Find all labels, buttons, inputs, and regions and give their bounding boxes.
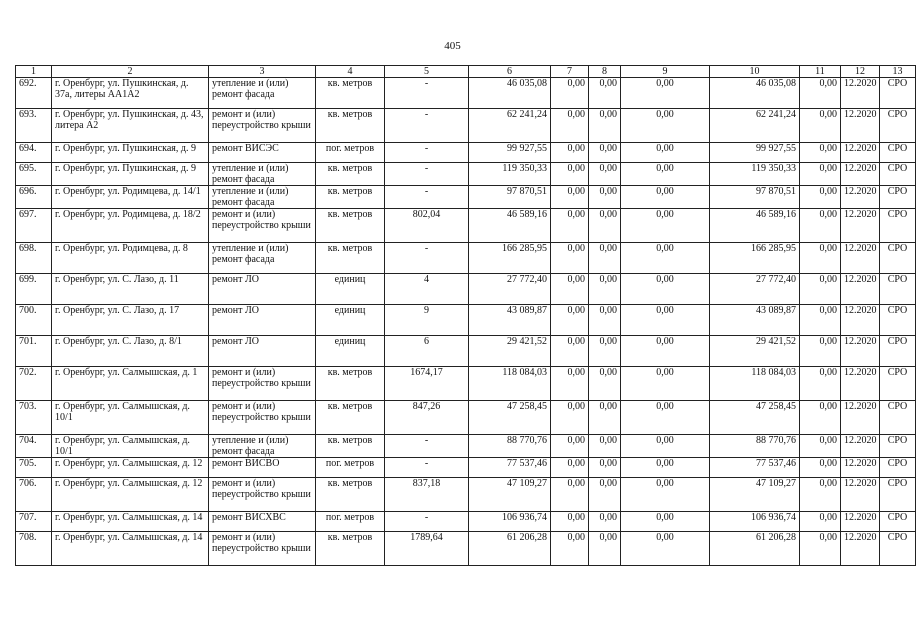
method-cell: СРО [880,143,916,163]
deadline-cell: 12.2020 [841,143,880,163]
fund-4-cell: 166 285,95 [710,243,800,274]
address-cell: г. Оренбург, ул. С. Лазо, д. 11 [52,274,209,305]
fund-5-cell: 0,00 [800,435,841,458]
fund-4-cell: 88 770,76 [710,435,800,458]
column-number-3: 3 [209,66,316,78]
unit-cell: кв. метров [316,367,385,401]
fund-3-cell: 0,00 [621,186,710,209]
method-cell: СРО [880,367,916,401]
fund-2-cell: 0,00 [589,435,621,458]
table-row [16,109,916,143]
fund-2-cell: 0,00 [589,109,621,143]
total-cost-cell: 119 350,33 [469,163,551,186]
deadline-cell: 12.2020 [841,532,880,566]
column-number-13: 13 [880,66,916,78]
total-cost-cell: 46 035,08 [469,78,551,109]
total-cost-cell: 47 109,27 [469,478,551,512]
fund-5-cell: 0,00 [800,458,841,478]
unit-cell: кв. метров [316,401,385,435]
work-type-cell: ремонт и (или) переустройство крыши [209,478,316,512]
fund-1-cell: 0,00 [551,367,589,401]
method-cell: СРО [880,78,916,109]
fund-3-cell: 0,00 [621,458,710,478]
table-row [16,367,916,401]
method-cell: СРО [880,435,916,458]
total-cost-cell: 99 927,55 [469,143,551,163]
deadline-cell: 12.2020 [841,186,880,209]
address-cell: г. Оренбург, ул. Родимцева, д. 14/1 [52,186,209,209]
fund-4-cell: 46 589,16 [710,209,800,243]
deadline-cell: 12.2020 [841,209,880,243]
method-cell: СРО [880,243,916,274]
volume-cell: 1674,17 [385,367,469,401]
fund-3-cell: 0,00 [621,305,710,336]
unit-cell: кв. метров [316,163,385,186]
method-cell: СРО [880,109,916,143]
fund-1-cell: 0,00 [551,109,589,143]
fund-2-cell: 0,00 [589,305,621,336]
total-cost-cell: 88 770,76 [469,435,551,458]
total-cost-cell: 77 537,46 [469,458,551,478]
fund-5-cell: 0,00 [800,274,841,305]
column-number-12: 12 [841,66,880,78]
unit-cell: кв. метров [316,435,385,458]
fund-4-cell: 118 084,03 [710,367,800,401]
unit-cell: кв. метров [316,478,385,512]
total-cost-cell: 43 089,87 [469,305,551,336]
work-type-cell: ремонт ВИСЭС [209,143,316,163]
table-row [16,478,916,512]
address-cell: г. Оренбург, ул. Салмышская, д. 14 [52,512,209,532]
address-cell: г. Оренбург, ул. Салмышская, д. 10/1 [52,401,209,435]
fund-1-cell: 0,00 [551,163,589,186]
deadline-cell: 12.2020 [841,478,880,512]
unit-cell: единиц [316,336,385,367]
address-cell: г. Оренбург, ул. Салмышская, д. 10/1 [52,435,209,458]
fund-2-cell: 0,00 [589,478,621,512]
volume-cell: - [385,109,469,143]
fund-4-cell: 119 350,33 [710,163,800,186]
fund-3-cell: 0,00 [621,109,710,143]
volume-cell: 6 [385,336,469,367]
unit-cell: единиц [316,305,385,336]
address-cell: г. Оренбург, ул. С. Лазо, д. 17 [52,305,209,336]
fund-5-cell: 0,00 [800,243,841,274]
fund-2-cell: 0,00 [589,367,621,401]
fund-4-cell: 43 089,87 [710,305,800,336]
table-row [16,435,916,458]
fund-5-cell: 0,00 [800,186,841,209]
unit-cell: единиц [316,274,385,305]
table-row [16,336,916,367]
deadline-cell: 12.2020 [841,336,880,367]
volume-cell: - [385,78,469,109]
volume-cell: - [385,243,469,274]
fund-1-cell: 0,00 [551,336,589,367]
fund-2-cell: 0,00 [589,458,621,478]
work-type-cell: ремонт и (или) переустройство крыши [209,367,316,401]
volume-cell: 9 [385,305,469,336]
volume-cell: 837,18 [385,478,469,512]
total-cost-cell: 106 936,74 [469,512,551,532]
unit-cell: кв. метров [316,109,385,143]
table-row [16,186,916,209]
fund-1-cell: 0,00 [551,78,589,109]
unit-cell: пог. метров [316,458,385,478]
unit-cell: кв. метров [316,532,385,566]
fund-1-cell: 0,00 [551,274,589,305]
fund-1-cell: 0,00 [551,458,589,478]
fund-3-cell: 0,00 [621,243,710,274]
method-cell: СРО [880,274,916,305]
fund-3-cell: 0,00 [621,478,710,512]
total-cost-cell: 118 084,03 [469,367,551,401]
column-number-11: 11 [800,66,841,78]
volume-cell: - [385,458,469,478]
row-number-cell: 695. [16,163,52,186]
deadline-cell: 12.2020 [841,435,880,458]
fund-3-cell: 0,00 [621,143,710,163]
table-row [16,243,916,274]
total-cost-cell: 61 206,28 [469,532,551,566]
column-number-8: 8 [589,66,621,78]
work-type-cell: утепление и (или) ремонт фасада [209,78,316,109]
fund-1-cell: 0,00 [551,512,589,532]
fund-2-cell: 0,00 [589,532,621,566]
work-type-cell: ремонт ЛО [209,336,316,367]
fund-3-cell: 0,00 [621,163,710,186]
row-number-cell: 696. [16,186,52,209]
work-type-cell: ремонт ВИСХВС [209,512,316,532]
row-number-cell: 705. [16,458,52,478]
fund-4-cell: 27 772,40 [710,274,800,305]
fund-1-cell: 0,00 [551,532,589,566]
deadline-cell: 12.2020 [841,305,880,336]
fund-3-cell: 0,00 [621,512,710,532]
fund-2-cell: 0,00 [589,78,621,109]
fund-5-cell: 0,00 [800,512,841,532]
volume-cell: 802,04 [385,209,469,243]
table-row [16,458,916,478]
volume-cell: - [385,143,469,163]
fund-5-cell: 0,00 [800,305,841,336]
method-cell: СРО [880,458,916,478]
row-number-cell: 694. [16,143,52,163]
fund-1-cell: 0,00 [551,209,589,243]
volume-cell: - [385,186,469,209]
address-cell: г. Оренбург, ул. Родимцева, д. 18/2 [52,209,209,243]
fund-2-cell: 0,00 [589,243,621,274]
table-row [16,532,916,566]
fund-5-cell: 0,00 [800,163,841,186]
fund-5-cell: 0,00 [800,478,841,512]
work-type-cell: ремонт ВИСВО [209,458,316,478]
work-type-cell: ремонт ЛО [209,274,316,305]
unit-cell: пог. метров [316,143,385,163]
unit-cell: кв. метров [316,186,385,209]
method-cell: СРО [880,336,916,367]
fund-3-cell: 0,00 [621,336,710,367]
address-cell: г. Оренбург, ул. С. Лазо, д. 8/1 [52,336,209,367]
fund-2-cell: 0,00 [589,336,621,367]
volume-cell: 4 [385,274,469,305]
method-cell: СРО [880,305,916,336]
fund-2-cell: 0,00 [589,512,621,532]
row-number-cell: 703. [16,401,52,435]
work-type-cell: ремонт и (или) переустройство крыши [209,209,316,243]
volume-cell: - [385,163,469,186]
total-cost-cell: 27 772,40 [469,274,551,305]
column-number-1: 1 [16,66,52,78]
work-type-cell: ремонт ЛО [209,305,316,336]
fund-4-cell: 106 936,74 [710,512,800,532]
column-number-row [16,66,916,78]
row-number-cell: 693. [16,109,52,143]
method-cell: СРО [880,478,916,512]
column-number-5: 5 [385,66,469,78]
fund-5-cell: 0,00 [800,143,841,163]
table-row [16,209,916,243]
work-type-cell: утепление и (или) ремонт фасада [209,243,316,274]
fund-1-cell: 0,00 [551,186,589,209]
table-row [16,163,916,186]
address-cell: г. Оренбург, ул. Пушкинская, д. 43, литера А2 [52,109,209,143]
fund-2-cell: 0,00 [589,274,621,305]
table-row [16,512,916,532]
total-cost-cell: 47 258,45 [469,401,551,435]
fund-4-cell: 99 927,55 [710,143,800,163]
work-type-cell: ремонт и (или) переустройство крыши [209,401,316,435]
row-number-cell: 708. [16,532,52,566]
table-row [16,143,916,163]
fund-4-cell: 46 035,08 [710,78,800,109]
total-cost-cell: 46 589,16 [469,209,551,243]
method-cell: СРО [880,512,916,532]
page-number: 405 [444,40,461,52]
fund-5-cell: 0,00 [800,209,841,243]
unit-cell: кв. метров [316,243,385,274]
fund-4-cell: 47 258,45 [710,401,800,435]
unit-cell: кв. метров [316,78,385,109]
column-number-6: 6 [469,66,551,78]
deadline-cell: 12.2020 [841,274,880,305]
volume-cell: 1789,64 [385,532,469,566]
fund-3-cell: 0,00 [621,209,710,243]
volume-cell: 847,26 [385,401,469,435]
fund-2-cell: 0,00 [589,143,621,163]
column-number-10: 10 [710,66,800,78]
method-cell: СРО [880,401,916,435]
address-cell: г. Оренбург, ул. Салмышская, д. 12 [52,458,209,478]
column-number-7: 7 [551,66,589,78]
fund-5-cell: 0,00 [800,109,841,143]
address-cell: г. Оренбург, ул. Пушкинская, д. 9 [52,163,209,186]
deadline-cell: 12.2020 [841,78,880,109]
row-number-cell: 701. [16,336,52,367]
fund-2-cell: 0,00 [589,209,621,243]
fund-4-cell: 62 241,24 [710,109,800,143]
fund-3-cell: 0,00 [621,78,710,109]
fund-2-cell: 0,00 [589,163,621,186]
fund-5-cell: 0,00 [800,367,841,401]
work-type-cell: ремонт и (или) переустройство крыши [209,532,316,566]
unit-cell: пог. метров [316,512,385,532]
deadline-cell: 12.2020 [841,163,880,186]
address-cell: г. Оренбург, ул. Пушкинская, д. 37а, литеры АА1А2 [52,78,209,109]
fund-2-cell: 0,00 [589,401,621,435]
fund-3-cell: 0,00 [621,401,710,435]
volume-cell: - [385,512,469,532]
table-row [16,401,916,435]
fund-5-cell: 0,00 [800,336,841,367]
fund-5-cell: 0,00 [800,401,841,435]
fund-1-cell: 0,00 [551,435,589,458]
fund-5-cell: 0,00 [800,78,841,109]
total-cost-cell: 62 241,24 [469,109,551,143]
deadline-cell: 12.2020 [841,512,880,532]
fund-1-cell: 0,00 [551,305,589,336]
row-number-cell: 704. [16,435,52,458]
row-number-cell: 698. [16,243,52,274]
method-cell: СРО [880,186,916,209]
total-cost-cell: 97 870,51 [469,186,551,209]
unit-cell: кв. метров [316,209,385,243]
row-number-cell: 697. [16,209,52,243]
work-type-cell: утепление и (или) ремонт фасада [209,435,316,458]
deadline-cell: 12.2020 [841,243,880,274]
fund-2-cell: 0,00 [589,186,621,209]
table-row [16,305,916,336]
address-cell: г. Оренбург, ул. Салмышская, д. 1 [52,367,209,401]
fund-3-cell: 0,00 [621,532,710,566]
column-number-2: 2 [52,66,209,78]
row-number-cell: 692. [16,78,52,109]
method-cell: СРО [880,532,916,566]
table-row [16,274,916,305]
row-number-cell: 699. [16,274,52,305]
total-cost-cell: 29 421,52 [469,336,551,367]
fund-5-cell: 0,00 [800,532,841,566]
address-cell: г. Оренбург, ул. Салмышская, д. 14 [52,532,209,566]
fund-4-cell: 61 206,28 [710,532,800,566]
method-cell: СРО [880,209,916,243]
fund-3-cell: 0,00 [621,435,710,458]
deadline-cell: 12.2020 [841,109,880,143]
column-number-9: 9 [621,66,710,78]
fund-4-cell: 77 537,46 [710,458,800,478]
address-cell: г. Оренбург, ул. Салмышская, д. 12 [52,478,209,512]
fund-4-cell: 29 421,52 [710,336,800,367]
fund-1-cell: 0,00 [551,143,589,163]
fund-1-cell: 0,00 [551,243,589,274]
capital-repair-table [15,65,916,566]
fund-4-cell: 47 109,27 [710,478,800,512]
fund-4-cell: 97 870,51 [710,186,800,209]
method-cell: СРО [880,163,916,186]
fund-1-cell: 0,00 [551,478,589,512]
work-type-cell: утепление и (или) ремонт фасада [209,186,316,209]
row-number-cell: 702. [16,367,52,401]
column-number-4: 4 [316,66,385,78]
fund-1-cell: 0,00 [551,401,589,435]
row-number-cell: 707. [16,512,52,532]
deadline-cell: 12.2020 [841,401,880,435]
deadline-cell: 12.2020 [841,367,880,401]
volume-cell: - [385,435,469,458]
work-type-cell: утепление и (или) ремонт фасада [209,163,316,186]
address-cell: г. Оренбург, ул. Пушкинская, д. 9 [52,143,209,163]
deadline-cell: 12.2020 [841,458,880,478]
row-number-cell: 706. [16,478,52,512]
fund-3-cell: 0,00 [621,367,710,401]
fund-3-cell: 0,00 [621,274,710,305]
total-cost-cell: 166 285,95 [469,243,551,274]
address-cell: г. Оренбург, ул. Родимцева, д. 8 [52,243,209,274]
table-row [16,78,916,109]
work-type-cell: ремонт и (или) переустройство крыши [209,109,316,143]
row-number-cell: 700. [16,305,52,336]
